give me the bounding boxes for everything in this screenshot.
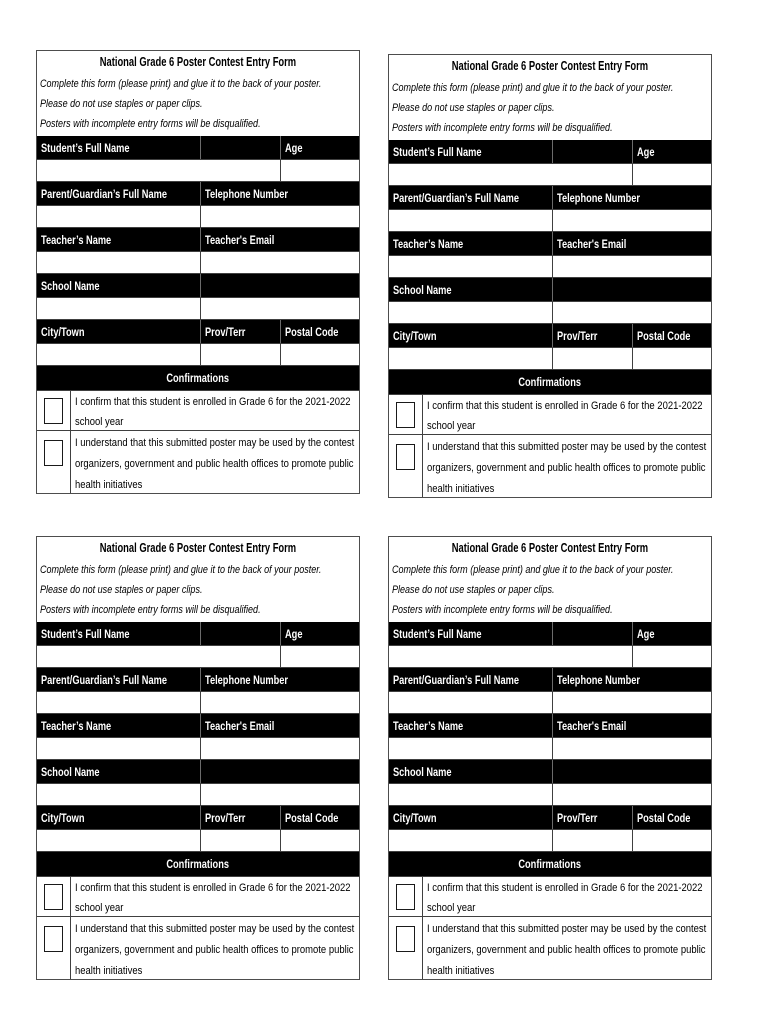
instruction-text: Complete this form (please print) and glue it to the back of your poster. bbox=[392, 564, 674, 576]
usage-consent-checkbox[interactable] bbox=[396, 444, 415, 470]
confirmation-line-text: I confirm that this student is enrolled in Grade 6 for the 2021-2022 bbox=[75, 396, 351, 408]
confirmation-line bbox=[427, 435, 711, 456]
confirmations-label: Confirmations bbox=[518, 375, 582, 389]
blank-header-cell bbox=[200, 760, 359, 783]
checkbox-cell bbox=[37, 391, 71, 430]
province-label: Prov/Terr bbox=[205, 811, 246, 825]
school-header-row bbox=[37, 760, 359, 783]
parent-header-row bbox=[37, 182, 359, 205]
checkbox-cell bbox=[389, 877, 423, 916]
location-header-row bbox=[37, 806, 359, 829]
confirmation-line-text: I understand that this submitted poster may be used by the contest bbox=[75, 437, 355, 449]
telephone-label: Telephone Number bbox=[557, 191, 641, 205]
form-intro bbox=[37, 537, 359, 622]
age-header-cell bbox=[632, 622, 711, 645]
teacher-name-label: Teacher’s Name bbox=[393, 237, 464, 251]
city-field[interactable] bbox=[37, 344, 200, 365]
city-header-cell bbox=[389, 324, 552, 347]
parent-name-header-cell bbox=[389, 668, 552, 691]
confirmation-line-text: health initiatives bbox=[75, 479, 143, 491]
blank-header-cell bbox=[200, 622, 280, 645]
confirmation-line bbox=[75, 938, 359, 959]
postal-code-field[interactable] bbox=[280, 830, 359, 851]
teacher-input-row bbox=[389, 737, 711, 760]
school-name-field[interactable] bbox=[37, 784, 200, 805]
confirmation-row bbox=[37, 430, 359, 494]
teacher-email-header-cell bbox=[200, 228, 359, 251]
parent-name-label: Parent/Guardian’s Full Name bbox=[393, 191, 519, 205]
confirmation-row bbox=[37, 916, 359, 980]
school-name-field-extension[interactable] bbox=[200, 784, 359, 805]
postal-code-header-cell bbox=[280, 806, 359, 829]
teacher-input-row bbox=[37, 251, 359, 274]
postal-code-header-cell bbox=[280, 320, 359, 343]
school-input-row bbox=[389, 783, 711, 806]
teacher-name-label: Teacher’s Name bbox=[41, 233, 112, 247]
confirmation-line-text: I confirm that this student is enrolled in Grade 6 for the 2021-2022 bbox=[75, 882, 351, 894]
parent-header-row bbox=[37, 668, 359, 691]
teacher-name-label: Teacher’s Name bbox=[41, 719, 112, 733]
parent-input-row bbox=[37, 691, 359, 714]
location-input-row bbox=[37, 829, 359, 852]
confirmation-row bbox=[389, 916, 711, 980]
location-header-row bbox=[389, 324, 711, 347]
confirmation-line-text: I confirm that this student is enrolled in Grade 6 for the 2021-2022 bbox=[427, 882, 703, 894]
postal-code-field[interactable] bbox=[632, 348, 711, 369]
checkbox-cell bbox=[37, 877, 71, 916]
confirmation-line-text: I understand that this submitted poster may be used by the contest bbox=[427, 441, 707, 453]
school-name-field[interactable] bbox=[389, 784, 552, 805]
school-name-field[interactable] bbox=[37, 298, 200, 319]
student-name-field[interactable] bbox=[37, 160, 280, 181]
form-title bbox=[389, 55, 711, 77]
city-label: City/Town bbox=[393, 329, 437, 343]
confirmation-text bbox=[71, 917, 359, 980]
student-name-header-cell bbox=[389, 140, 552, 163]
instruction-line bbox=[389, 579, 711, 599]
confirmation-line-text: health initiatives bbox=[427, 483, 495, 495]
age-label: Age bbox=[285, 141, 303, 155]
student-name-label: Student’s Full Name bbox=[393, 145, 482, 159]
confirmation-text bbox=[71, 391, 359, 430]
student-name-header-cell bbox=[37, 136, 200, 159]
instruction-line bbox=[37, 73, 359, 93]
form-title-text: National Grade 6 Poster Contest Entry Form bbox=[99, 541, 297, 555]
confirmation-line bbox=[427, 938, 711, 959]
location-input-row bbox=[37, 343, 359, 366]
confirmation-text bbox=[423, 435, 711, 498]
confirmations-header bbox=[389, 852, 711, 876]
telephone-label: Telephone Number bbox=[205, 187, 289, 201]
teacher-input-row bbox=[389, 255, 711, 278]
age-label: Age bbox=[285, 627, 303, 641]
teacher-email-label: Teacher's Email bbox=[205, 233, 275, 247]
telephone-field[interactable] bbox=[200, 206, 359, 227]
city-field[interactable] bbox=[37, 830, 200, 851]
province-label: Prov/Terr bbox=[205, 325, 246, 339]
blank-header-cell bbox=[552, 622, 632, 645]
teacher-header-row bbox=[389, 714, 711, 737]
province-label: Prov/Terr bbox=[557, 811, 598, 825]
confirmation-row bbox=[389, 876, 711, 916]
form-intro bbox=[389, 55, 711, 140]
postal-code-label: Postal Code bbox=[637, 329, 691, 343]
form-title-text: National Grade 6 Poster Contest Entry Form bbox=[451, 59, 649, 73]
teacher-email-header-cell bbox=[552, 232, 711, 255]
school-name-label: School Name bbox=[393, 283, 452, 297]
postal-code-label: Postal Code bbox=[637, 811, 691, 825]
age-field[interactable] bbox=[280, 646, 359, 667]
province-header-cell bbox=[552, 324, 632, 347]
teacher-email-field[interactable] bbox=[552, 738, 711, 759]
usage-consent-checkbox[interactable] bbox=[396, 926, 415, 952]
instruction-text: Posters with incomplete entry forms will be disqualified. bbox=[392, 604, 613, 616]
checkbox-cell bbox=[389, 435, 423, 498]
telephone-label: Telephone Number bbox=[557, 673, 641, 687]
parent-name-header-cell bbox=[37, 668, 200, 691]
school-name-label: School Name bbox=[41, 279, 100, 293]
city-field[interactable] bbox=[389, 830, 552, 851]
school-name-header-cell bbox=[389, 278, 552, 301]
teacher-name-field[interactable] bbox=[389, 256, 552, 277]
blank-header-cell bbox=[552, 278, 711, 301]
form-title-text: National Grade 6 Poster Contest Entry Form bbox=[451, 541, 649, 555]
confirmation-line bbox=[427, 395, 711, 415]
province-header-cell bbox=[200, 806, 280, 829]
enrollment-checkbox[interactable] bbox=[44, 884, 63, 910]
school-input-row bbox=[389, 301, 711, 324]
parent-name-field[interactable] bbox=[389, 210, 552, 231]
entry-form bbox=[388, 54, 712, 498]
confirmations-label: Confirmations bbox=[166, 857, 230, 871]
confirmation-row bbox=[389, 434, 711, 498]
city-label: City/Town bbox=[41, 325, 85, 339]
student-input-row bbox=[37, 645, 359, 668]
blank-header-cell bbox=[552, 140, 632, 163]
student-input-row bbox=[389, 645, 711, 668]
student-header-row bbox=[389, 140, 711, 163]
student-name-field[interactable] bbox=[389, 646, 632, 667]
province-field[interactable] bbox=[200, 344, 280, 365]
telephone-header-cell bbox=[200, 182, 359, 205]
city-header-cell bbox=[37, 320, 200, 343]
city-label: City/Town bbox=[393, 811, 437, 825]
form-title-text: National Grade 6 Poster Contest Entry Form bbox=[99, 55, 297, 69]
school-name-field[interactable] bbox=[389, 302, 552, 323]
parent-header-row bbox=[389, 668, 711, 691]
instruction-text: Please do not use staples or paper clips. bbox=[40, 584, 203, 596]
form-title bbox=[389, 537, 711, 559]
parent-name-label: Parent/Guardian’s Full Name bbox=[41, 673, 167, 687]
parent-name-label: Parent/Guardian’s Full Name bbox=[393, 673, 519, 687]
age-field[interactable] bbox=[632, 646, 711, 667]
parent-name-label: Parent/Guardian’s Full Name bbox=[41, 187, 167, 201]
entry-form bbox=[36, 50, 360, 494]
teacher-header-row bbox=[389, 232, 711, 255]
school-name-label: School Name bbox=[393, 765, 452, 779]
confirmation-line-text: health initiatives bbox=[427, 965, 495, 977]
postal-code-header-cell bbox=[632, 806, 711, 829]
confirmation-text bbox=[423, 877, 711, 916]
teacher-name-header-cell bbox=[389, 232, 552, 255]
parent-name-field[interactable] bbox=[37, 206, 200, 227]
instruction-text: Posters with incomplete entry forms will be disqualified. bbox=[40, 118, 261, 130]
form-title bbox=[37, 537, 359, 559]
blank-header-cell bbox=[552, 760, 711, 783]
enrollment-checkbox[interactable] bbox=[396, 402, 415, 428]
city-header-cell bbox=[37, 806, 200, 829]
school-name-header-cell bbox=[389, 760, 552, 783]
usage-consent-checkbox[interactable] bbox=[44, 440, 63, 466]
telephone-field[interactable] bbox=[552, 692, 711, 713]
student-name-label: Student’s Full Name bbox=[393, 627, 482, 641]
instruction-line bbox=[37, 559, 359, 579]
student-input-row bbox=[37, 159, 359, 182]
school-name-header-cell bbox=[37, 760, 200, 783]
confirmation-text bbox=[71, 431, 359, 494]
student-name-header-cell bbox=[389, 622, 552, 645]
checkbox-cell bbox=[389, 917, 423, 980]
student-header-row bbox=[389, 622, 711, 645]
form-title bbox=[37, 51, 359, 73]
confirmation-line bbox=[427, 415, 711, 435]
teacher-email-field[interactable] bbox=[200, 738, 359, 759]
student-header-row bbox=[37, 136, 359, 159]
confirmation-line bbox=[427, 456, 711, 477]
city-label: City/Town bbox=[41, 811, 85, 825]
teacher-input-row bbox=[37, 737, 359, 760]
parent-header-row bbox=[389, 186, 711, 209]
location-header-row bbox=[37, 320, 359, 343]
confirmation-line-text: I confirm that this student is enrolled in Grade 6 for the 2021-2022 bbox=[427, 400, 703, 412]
province-label: Prov/Terr bbox=[557, 329, 598, 343]
location-input-row bbox=[389, 829, 711, 852]
instruction-line bbox=[37, 599, 359, 619]
instruction-text: Please do not use staples or paper clips. bbox=[40, 98, 203, 110]
age-field[interactable] bbox=[280, 160, 359, 181]
checkbox-cell bbox=[389, 395, 423, 434]
student-header-row bbox=[37, 622, 359, 645]
teacher-email-header-cell bbox=[200, 714, 359, 737]
confirmation-line bbox=[75, 917, 359, 938]
form-intro bbox=[37, 51, 359, 136]
instruction-line bbox=[389, 599, 711, 619]
school-name-header-cell bbox=[37, 274, 200, 297]
instruction-line bbox=[37, 93, 359, 113]
student-input-row bbox=[389, 163, 711, 186]
student-name-field[interactable] bbox=[389, 164, 632, 185]
school-name-field-extension[interactable] bbox=[552, 784, 711, 805]
instruction-text: Posters with incomplete entry forms will be disqualified. bbox=[392, 122, 613, 134]
teacher-email-label: Teacher's Email bbox=[557, 719, 627, 733]
confirmation-line-text: organizers, government and public health offices to promote public bbox=[427, 944, 706, 956]
age-header-cell bbox=[280, 136, 359, 159]
student-name-label: Student’s Full Name bbox=[41, 627, 130, 641]
teacher-name-header-cell bbox=[37, 714, 200, 737]
confirmation-line-text: I understand that this submitted poster may be used by the contest bbox=[75, 923, 355, 935]
confirmation-line bbox=[75, 431, 359, 452]
school-input-row bbox=[37, 297, 359, 320]
confirmation-row bbox=[37, 876, 359, 916]
teacher-name-label: Teacher’s Name bbox=[393, 719, 464, 733]
age-label: Age bbox=[637, 145, 655, 159]
confirmation-line bbox=[75, 411, 359, 431]
parent-name-header-cell bbox=[389, 186, 552, 209]
confirmation-line bbox=[75, 473, 359, 494]
telephone-header-cell bbox=[200, 668, 359, 691]
telephone-field[interactable] bbox=[552, 210, 711, 231]
instruction-line bbox=[389, 559, 711, 579]
confirmations-label: Confirmations bbox=[166, 371, 230, 385]
telephone-header-cell bbox=[552, 186, 711, 209]
parent-input-row bbox=[37, 205, 359, 228]
enrollment-checkbox[interactable] bbox=[396, 884, 415, 910]
parent-input-row bbox=[389, 209, 711, 232]
instruction-text: Please do not use staples or paper clips. bbox=[392, 102, 555, 114]
teacher-email-field[interactable] bbox=[552, 256, 711, 277]
confirmation-line bbox=[75, 897, 359, 917]
telephone-header-cell bbox=[552, 668, 711, 691]
confirmation-line-text: school year bbox=[75, 415, 124, 428]
parent-name-field[interactable] bbox=[37, 692, 200, 713]
parent-input-row bbox=[389, 691, 711, 714]
confirmation-line bbox=[75, 877, 359, 897]
enrollment-checkbox[interactable] bbox=[44, 398, 63, 424]
entry-form bbox=[36, 536, 360, 980]
school-name-field-extension[interactable] bbox=[200, 298, 359, 319]
telephone-label: Telephone Number bbox=[205, 673, 289, 687]
checkbox-cell bbox=[37, 917, 71, 980]
confirmation-line-text: school year bbox=[427, 901, 476, 914]
confirmations-header bbox=[37, 366, 359, 390]
instruction-text: Posters with incomplete entry forms will be disqualified. bbox=[40, 604, 261, 616]
age-field[interactable] bbox=[632, 164, 711, 185]
location-header-row bbox=[389, 806, 711, 829]
location-input-row bbox=[389, 347, 711, 370]
instruction-text: Complete this form (please print) and glue it to the back of your poster. bbox=[40, 564, 322, 576]
province-header-cell bbox=[200, 320, 280, 343]
teacher-email-header-cell bbox=[552, 714, 711, 737]
teacher-name-header-cell bbox=[389, 714, 552, 737]
usage-consent-checkbox[interactable] bbox=[44, 926, 63, 952]
instruction-line bbox=[389, 117, 711, 137]
city-field[interactable] bbox=[389, 348, 552, 369]
school-header-row bbox=[37, 274, 359, 297]
blank-header-cell bbox=[200, 136, 280, 159]
province-field[interactable] bbox=[552, 830, 632, 851]
confirmations-label: Confirmations bbox=[518, 857, 582, 871]
confirmation-text bbox=[423, 917, 711, 980]
entry-form bbox=[388, 536, 712, 980]
confirmation-line-text: health initiatives bbox=[75, 965, 143, 977]
confirmation-line-text: organizers, government and public health offices to promote public bbox=[427, 462, 706, 474]
student-name-label: Student’s Full Name bbox=[41, 141, 130, 155]
teacher-name-header-cell bbox=[37, 228, 200, 251]
confirmations-header bbox=[37, 852, 359, 876]
student-name-field[interactable] bbox=[37, 646, 280, 667]
confirmation-text bbox=[423, 395, 711, 434]
age-label: Age bbox=[637, 627, 655, 641]
confirmation-line bbox=[427, 959, 711, 980]
form-intro bbox=[389, 537, 711, 622]
confirmation-line bbox=[427, 877, 711, 897]
confirmation-line bbox=[75, 452, 359, 473]
school-header-row bbox=[389, 278, 711, 301]
confirmation-row bbox=[389, 394, 711, 434]
instruction-line bbox=[37, 113, 359, 133]
teacher-email-label: Teacher's Email bbox=[205, 719, 275, 733]
teacher-header-row bbox=[37, 228, 359, 251]
confirmation-line bbox=[427, 477, 711, 498]
confirmation-line bbox=[427, 897, 711, 917]
confirmation-line bbox=[75, 959, 359, 980]
confirmation-line-text: I understand that this submitted poster may be used by the contest bbox=[427, 923, 707, 935]
teacher-name-field[interactable] bbox=[389, 738, 552, 759]
province-header-cell bbox=[552, 806, 632, 829]
postal-code-field[interactable] bbox=[280, 344, 359, 365]
instruction-text: Complete this form (please print) and glue it to the back of your poster. bbox=[392, 82, 674, 94]
age-header-cell bbox=[632, 140, 711, 163]
telephone-field[interactable] bbox=[200, 692, 359, 713]
confirmation-line-text: organizers, government and public health offices to promote public bbox=[75, 458, 354, 470]
blank-header-cell bbox=[200, 274, 359, 297]
parent-name-field[interactable] bbox=[389, 692, 552, 713]
postal-code-field[interactable] bbox=[632, 830, 711, 851]
instruction-line bbox=[37, 579, 359, 599]
school-name-field-extension[interactable] bbox=[552, 302, 711, 323]
school-input-row bbox=[37, 783, 359, 806]
instruction-line bbox=[389, 97, 711, 117]
student-name-header-cell bbox=[37, 622, 200, 645]
confirmation-line-text: organizers, government and public health offices to promote public bbox=[75, 944, 354, 956]
province-field[interactable] bbox=[552, 348, 632, 369]
teacher-name-field[interactable] bbox=[37, 738, 200, 759]
teacher-name-field[interactable] bbox=[37, 252, 200, 273]
teacher-header-row bbox=[37, 714, 359, 737]
confirmation-line-text: school year bbox=[75, 901, 124, 914]
confirmation-line bbox=[427, 917, 711, 938]
confirmation-line bbox=[75, 391, 359, 411]
province-field[interactable] bbox=[200, 830, 280, 851]
confirmation-row bbox=[37, 390, 359, 430]
postal-code-header-cell bbox=[632, 324, 711, 347]
checkbox-cell bbox=[37, 431, 71, 494]
confirmation-line-text: school year bbox=[427, 419, 476, 432]
parent-name-header-cell bbox=[37, 182, 200, 205]
postal-code-label: Postal Code bbox=[285, 811, 339, 825]
teacher-email-field[interactable] bbox=[200, 252, 359, 273]
instruction-text: Please do not use staples or paper clips. bbox=[392, 584, 555, 596]
instruction-text: Complete this form (please print) and glue it to the back of your poster. bbox=[40, 78, 322, 90]
school-header-row bbox=[389, 760, 711, 783]
instruction-line bbox=[389, 77, 711, 97]
confirmation-text bbox=[71, 877, 359, 916]
city-header-cell bbox=[389, 806, 552, 829]
teacher-email-label: Teacher's Email bbox=[557, 237, 627, 251]
postal-code-label: Postal Code bbox=[285, 325, 339, 339]
confirmations-header bbox=[389, 370, 711, 394]
age-header-cell bbox=[280, 622, 359, 645]
school-name-label: School Name bbox=[41, 765, 100, 779]
